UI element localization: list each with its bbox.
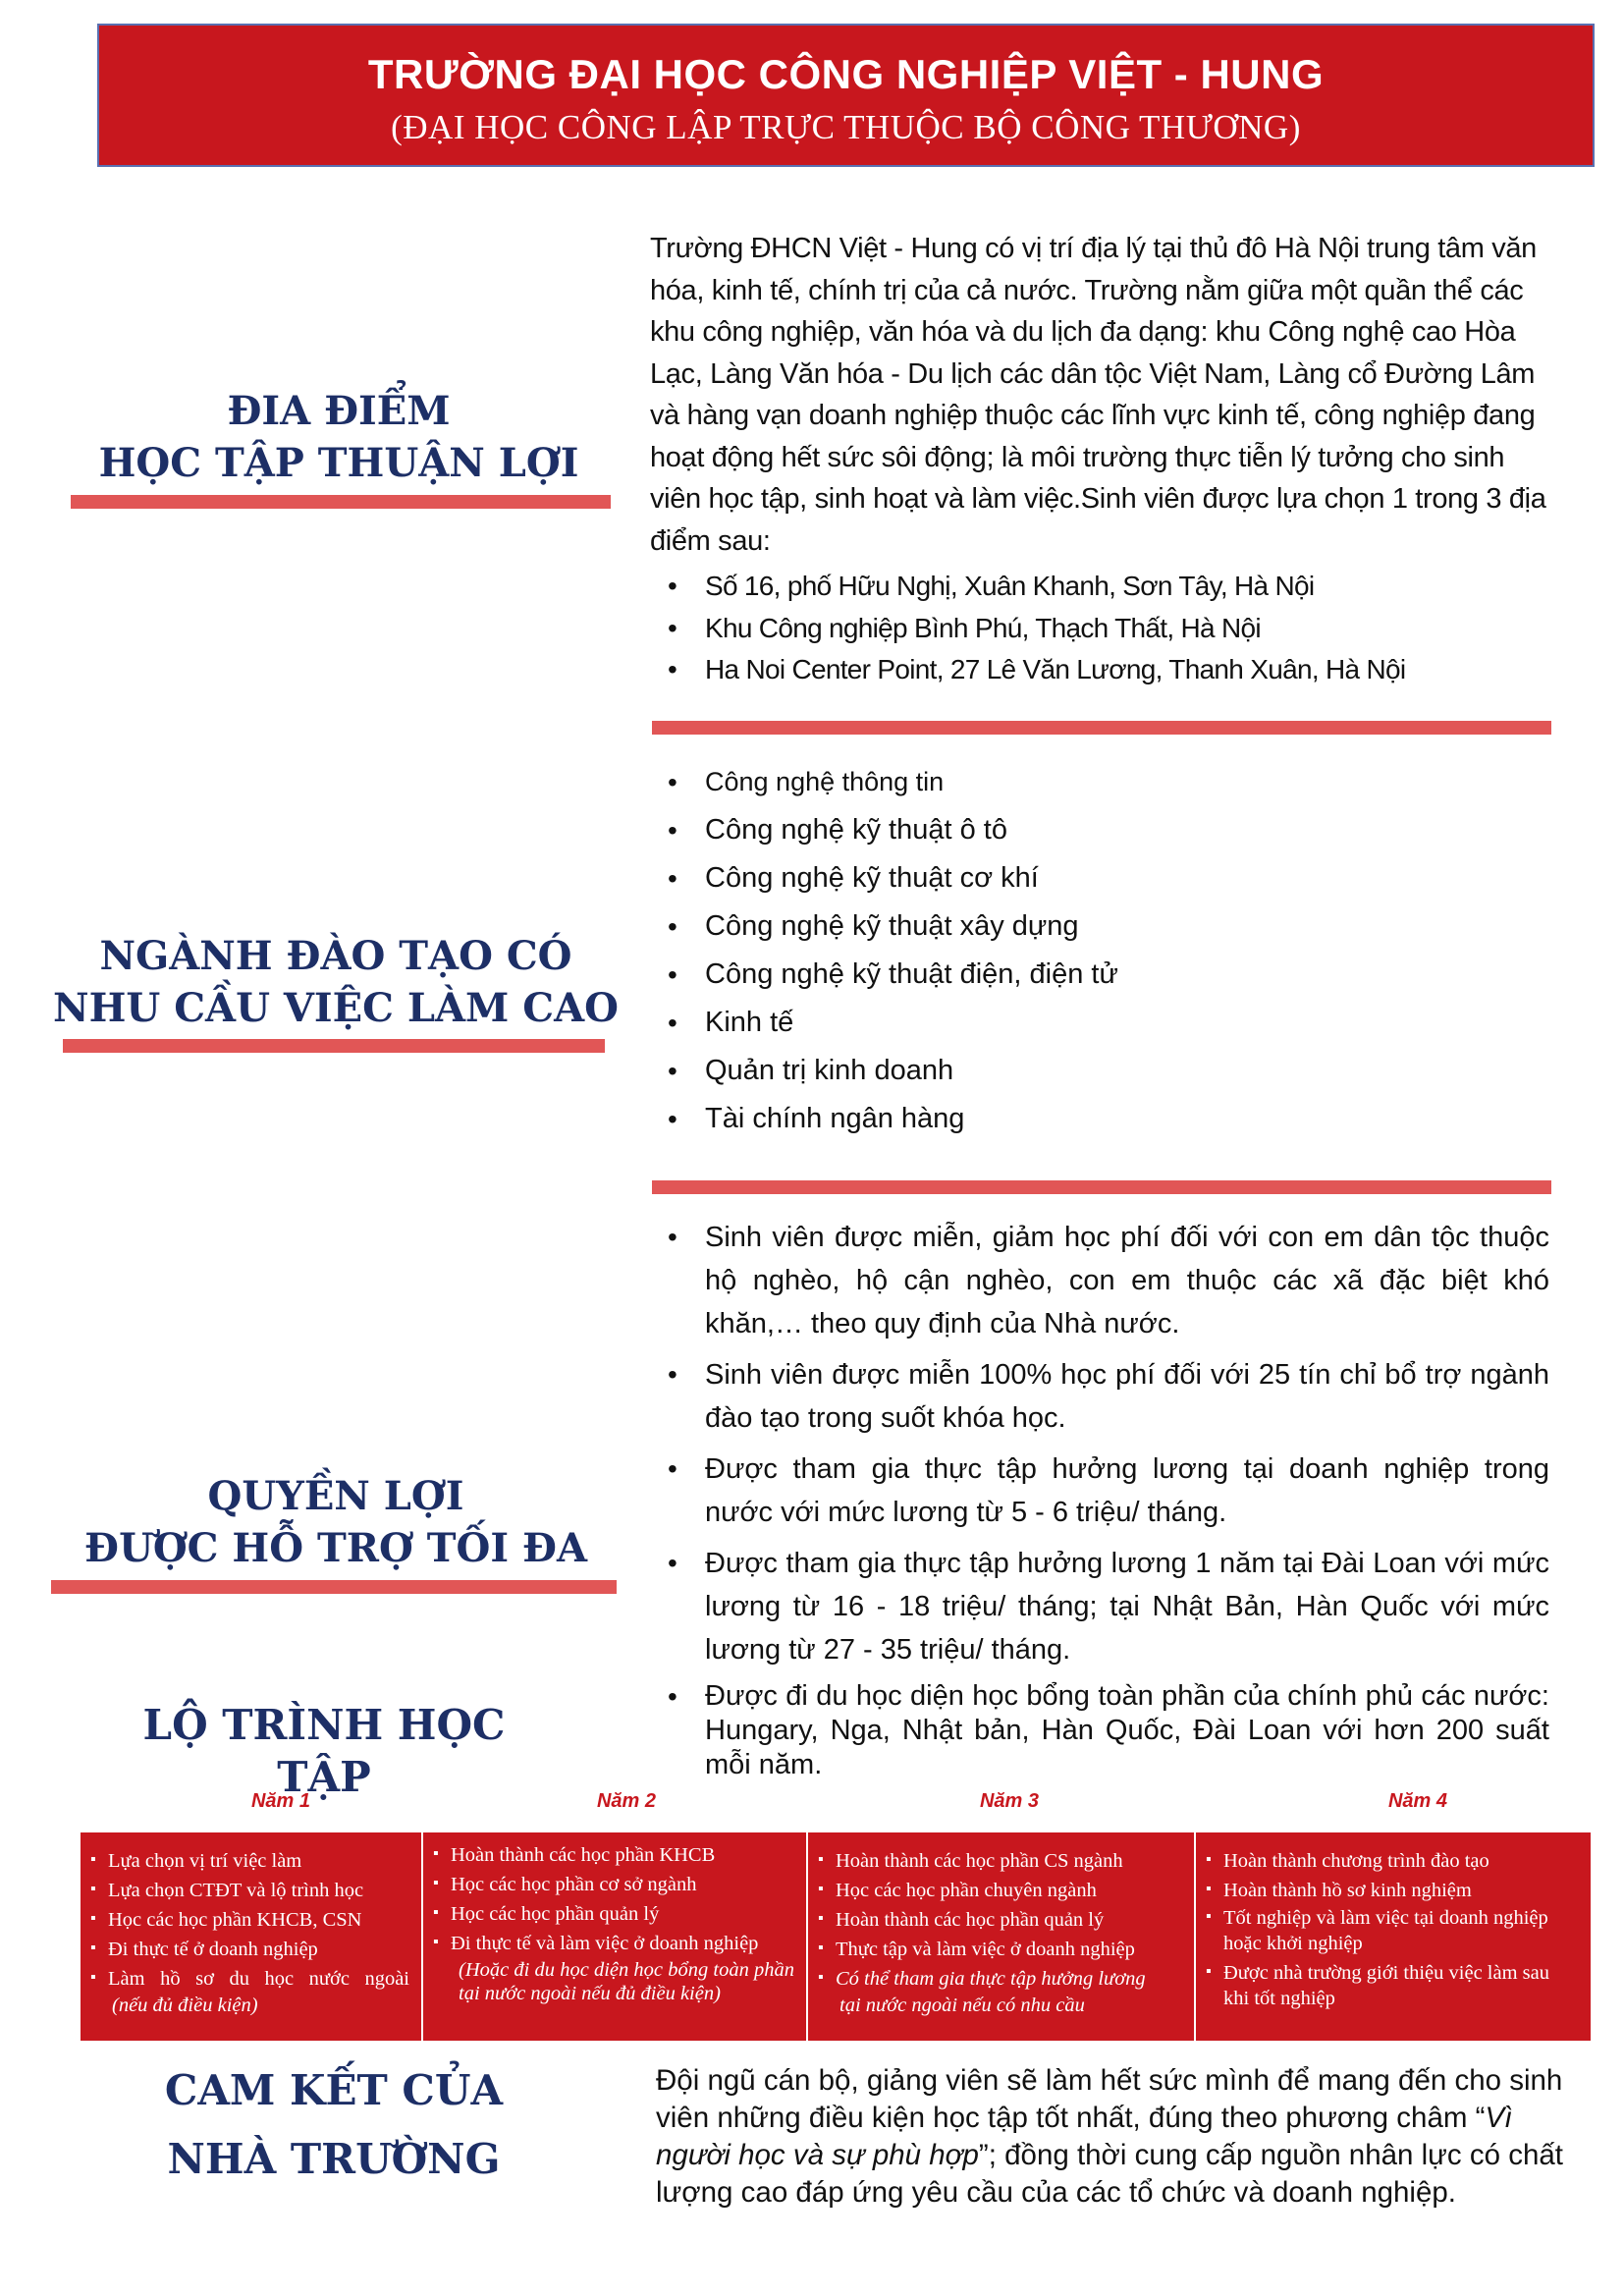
roadmap-item: ▪ Đi thực tế và làm việc ở doanh nghiệp [433,1929,794,1958]
year-label: Năm 3 [979,1790,1040,1812]
commitment-text-start: Đội ngũ cán bộ, giảng viên sẽ làm hết sức mình để mang đến cho sinh viên những điều kiện học tập tốt nhất, đúng theo phương châm “ [656,2064,1563,2134]
major-item: • Công nghệ kỹ thuật cơ khí [650,854,1534,902]
roadmap-box-year4 [1196,1832,1591,2041]
commitment-motto: Vì người học và sự phù hợp [656,2102,1513,2171]
major-item: • Công nghệ thông tin [650,758,1534,806]
major-item: • Công nghệ kỹ thuật xây dựng [650,902,1534,951]
section-divider [652,1180,1551,1194]
roadmap-item: ▪ Học các học phần cơ sở ngành [433,1870,794,1899]
year4-list [1206,1846,1579,2011]
benefits-list [650,1216,1549,1782]
roadmap-item: ▪ Hoàn thành các học phần CS ngành [818,1846,1182,1876]
roadmap-note: (Hoặc đi du học diện học bổng toàn phần tại nước ngoài nếu đủ điều kiện) [459,1959,794,2004]
year3-list [818,1846,1182,1994]
benefit-item: • Sinh viên được miễn, giảm học phí đối với con em dân tộc thuộc hộ nghèo, hộ cận nghèo, con em thuộc các xã đặc biệt khó khăn,… theo quy định của Nhà nước. [650,1216,1549,1345]
location-heading [59,385,619,489]
address-item: • Khu Công nghiệp Bình Phú, Thạch Thất, Hà Nội [650,608,1551,650]
section-divider [652,721,1551,735]
location-heading-line1: ĐIA ĐIỂM [227,388,451,434]
roadmap-item: ▪ Hoàn thành các học phần quản lý [818,1905,1182,1935]
year-label: Năm 2 [596,1790,657,1812]
majors-heading-line2: NHU CẦU VIỆC LÀM CAO [53,985,619,1031]
major-item: • Tài chính ngân hàng [650,1095,1534,1143]
majors-list-wrap [650,758,1534,1143]
roadmap-item: ▪ Được nhà trường giới thiệu việc làm sau khi tốt nghiệp [1206,1960,1579,2011]
roadmap-box-year2 [423,1832,806,2041]
benefit-item: • Được tham gia thực tập hưởng lương tại doanh nghiệp trong nước với mức lương từ 5 - 6 triệu/ tháng. [650,1448,1549,1534]
roadmap-item: ▪ Có thể tham gia thực tập hưởng lương [818,1964,1182,1994]
major-item: • Công nghệ kỹ thuật điện, điện tử [650,951,1534,999]
majors-heading-line1: NGÀNH ĐÀO TẠO CÓ [99,933,572,979]
commitment-heading-line2: NHÀ TRƯỜNG [167,2135,501,2183]
benefits-heading-line2: ĐƯỢC HỖ TRỢ TỐI ĐA [83,1525,588,1571]
commitment-heading [128,2056,540,2194]
roadmap-item: ▪ Học các học phần chuyên ngành [818,1876,1182,1905]
year-label: Năm 4 [1387,1790,1448,1812]
majors-list [650,758,1534,1143]
location-text [650,228,1551,691]
roadmap-item: ▪ Hoàn thành các học phần KHCB [433,1840,794,1870]
address-item: • Số 16, phố Hữu Nghị, Xuân Khanh, Sơn Tây, Hà Nội [650,566,1551,608]
roadmap-box-year1 [81,1832,421,2041]
school-subtitle: (ĐẠI HỌC CÔNG LẬP TRỰC THUỘC BỘ CÔNG THƯƠNG) [391,108,1301,146]
location-paragraph: Trường ĐHCN Việt - Hung có vị trí địa lý tại thủ đô Hà Nội trung tâm văn hóa, kinh tế, chính trị của cả nước. Trường nằm giữa một quần thể các khu công nghiệp, văn hóa và du lịch đa dạng: khu Công nghệ cao Hòa Lạc, Làng Văn hóa - Du lịch các dân tộc Việt Nam, Làng cổ Đường Lâm và hàng vạn doanh nghiệp thuộc các lĩnh vực kinh tế, công nghiệp đang hoạt động hết sức sôi động; là môi trường thực tiễn lý tưởng cho sinh viên học tập, sinh hoạt và làm việc.Sinh viên được lựa chọn 1 trong 3 địa điểm sau: [650,233,1546,557]
majors-heading [51,930,621,1034]
roadmap-item: ▪ Đi thực tế ở doanh nghiệp [90,1935,409,1964]
benefits-heading [51,1470,621,1574]
roadmap-item: ▪ Tốt nghiệp và làm việc tại doanh nghiệp hoặc khởi nghiệp [1206,1905,1579,1956]
roadmap-item: ▪ Học các học phần KHCB, CSN [90,1905,409,1935]
header-banner [97,24,1595,167]
major-item: • Quản trị kinh doanh [650,1047,1534,1095]
section-divider [71,495,611,509]
commitment-heading-line1: CAM KẾT CỦA [164,2066,504,2114]
major-item: • Công nghệ kỹ thuật ô tô [650,806,1534,854]
school-title: TRƯỜNG ĐẠI HỌC CÔNG NGHIỆP VIỆT - HUNG [367,51,1325,97]
section-divider [51,1580,617,1594]
address-list [650,566,1551,691]
commitment-text [656,2062,1579,2212]
benefit-item: • Sinh viên được miễn 100% học phí đối với 25 tín chỉ bổ trợ ngành đào tạo trong suốt khóa học. [650,1353,1549,1440]
roadmap-item: ▪ Lựa chọn CTĐT và lộ trình học [90,1876,409,1905]
year-label: Năm 1 [250,1790,311,1812]
year2-list [433,1840,794,1958]
roadmap-item: ▪ Hoàn thành hồ sơ kinh nghiệm [1206,1876,1579,1905]
address-item: • Ha Noi Center Point, 27 Lê Văn Lương, Thanh Xuân, Hà Nội [650,649,1551,691]
major-item: • Kinh tế [650,999,1534,1047]
roadmap-item: ▪ Học các học phần quản lý [433,1899,794,1929]
benefits-heading-line1: QUYỀN LỢI [207,1473,464,1519]
roadmap-box-year3 [808,1832,1194,2041]
section-divider [63,1039,605,1053]
roadmap-note: tại nước ngoài nếu có nhu cầu [839,1995,1085,2016]
benefit-item: • Được đi du học diện học bổng toàn phần của chính phủ các nước: Hungary, Nga, Nhật bản, Hàn Quốc, Đài Loan với hơn 200 suất mỗi năm. [650,1679,1549,1782]
roadmap-item: ▪ Thực tập và làm việc ở doanh nghiệp [818,1935,1182,1964]
benefit-item: • Được tham gia thực tập hưởng lương 1 năm tại Đài Loan với mức lương từ 16 - 18 triệu/ tháng; tại Nhật Bản, Hàn Quốc với mức lương từ 27 - 35 triệu/ tháng. [650,1542,1549,1671]
roadmap-item: ▪ Lựa chọn vị trí việc làm [90,1846,409,1876]
location-heading-line2: HỌC TẬP THUẬN LỢI [98,440,579,486]
commitment-text-end: ”; đồng thời cung cấp nguồn nhân lực có chất lượng cao đáp ứng yêu cầu của các tổ chức và doanh nghiệp. [656,2139,1563,2209]
roadmap-note: (nếu đủ điều kiện) [112,1995,258,2016]
benefits-list-wrap [650,1216,1549,1782]
roadmap-item: ▪ Làm hồ sơ du học nước ngoài [90,1964,409,1994]
roadmap-heading: LỘ TRÌNH HỌC TẬP [142,1701,506,1801]
roadmap-item: ▪ Hoàn thành chương trình đào tạo [1206,1846,1579,1876]
year1-list [90,1846,409,1994]
